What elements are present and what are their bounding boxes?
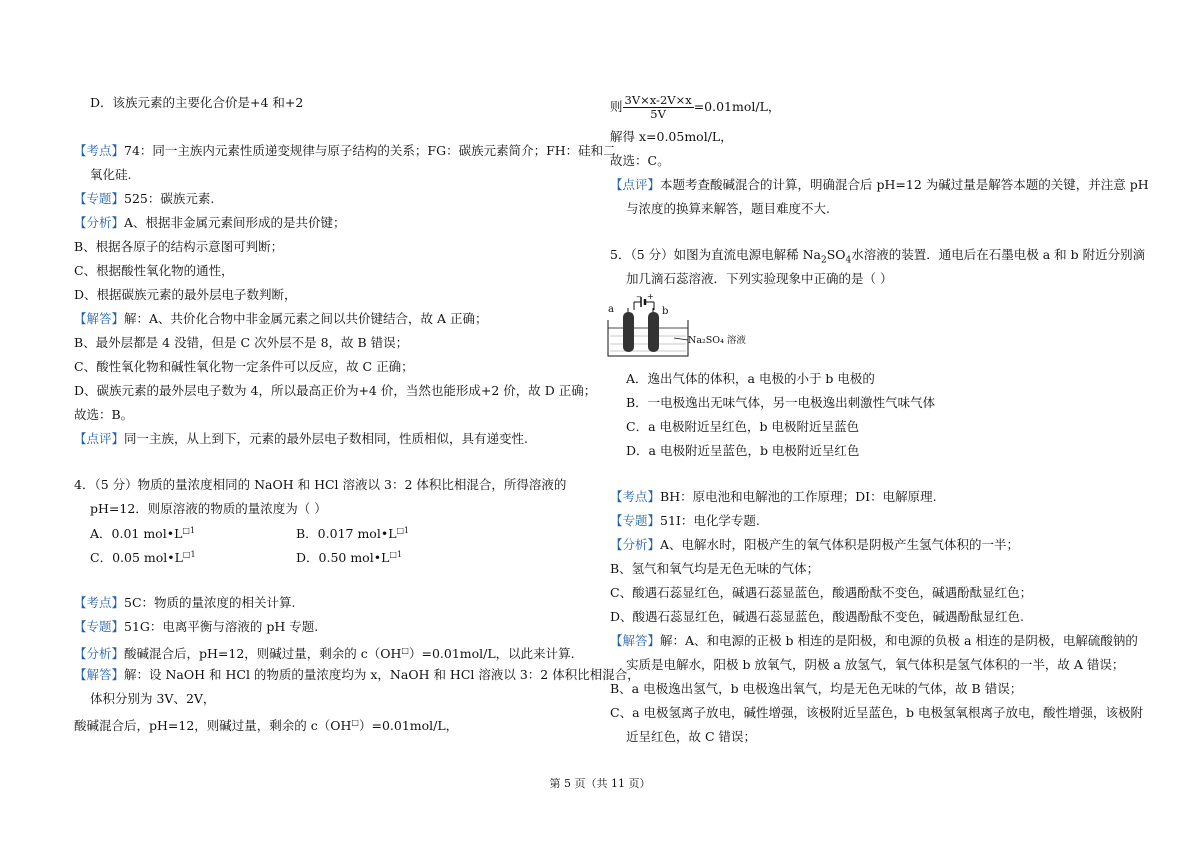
kaodian-5: 【考点】BH：原电池和电解池的工作原理；DI：电解原理. xyxy=(610,489,937,504)
jieda-1-c: C、酸性氧化物和碱性氧化物一定条件可以反应，故 C 正确； xyxy=(74,359,414,374)
jieda-5-l2: 实质是电解水，阳极 b 放氧气，阴极 a 放氢气，氧气体积是氢气体积的一半，故 A 错误； xyxy=(626,657,1125,672)
question-5-cont: 加几滴石蕊溶液．下列实验现象中正确的是（ ） xyxy=(626,271,893,286)
answer-line: 故选：C。 xyxy=(610,153,670,168)
zhuanti-1: 【专题】525：碳族元素. xyxy=(74,191,215,206)
zhuanti-2: 【专题】51G：电离平衡与溶液的 pH 专题. xyxy=(74,619,319,634)
dianping-4-cont: 与浓度的换算来解答，题目难度不大. xyxy=(626,201,830,216)
svg-text:−: − xyxy=(636,293,642,301)
q5-option-c: C．a 电极附近呈红色，b 电极附近呈蓝色 xyxy=(626,419,859,434)
q4-option-d: D．0.50 $mol•L^{□1}$ xyxy=(296,550,403,566)
kaodian-1-cont: 氧化硅. xyxy=(90,167,132,182)
fenxi-1-d: D、根据碳族元素的最外层电子数判断， xyxy=(74,287,297,302)
jieda-1-d: D、碳族元素的最外层电子数为 4，所以最高正价为+4 价，当然也能形成+2 价，故 D 正确； xyxy=(74,383,597,398)
q4-option-a: A．0.01 $mol•L^{□1}$ xyxy=(90,526,196,542)
electrode-b-label: b xyxy=(662,306,669,317)
question-4: 4．（5 分）物质的量浓度相同的 NaOH 和 HCl 溶液以 3：2 体积比相混合，所得溶液的 xyxy=(74,477,567,492)
jieda-5: 【解答】解：A、和电源的正极 b 相连的是阳极，和电源的负极 a 相连的是阴极，电解硫酸钠的 xyxy=(610,633,1138,648)
q4-option-c: C．0.05 $mol•L^{□1}$ xyxy=(90,550,196,566)
page-footer: 第 5 页（共 11 页） xyxy=(549,777,651,790)
electrolysis-figure xyxy=(604,290,784,362)
jieda-2: 【解答】解：设 NaOH 和 HCl 的物质的量浓度均为 x，NaOH 和 HCl 溶液以 3：2 体积比相混合， xyxy=(74,667,640,682)
q5-option-d: D．a 电极附近呈蓝色，b 电极附近呈红色 xyxy=(626,443,860,458)
jieda-2-l3: 酸碱混合后，pH=12，则碱过量，剩余的 c（OH□）=0.01mol/L， xyxy=(74,718,459,734)
fenxi-1-b: B、根据各原子的结构示意图可判断； xyxy=(74,239,284,254)
question-5: 5．（5 分）如图为直流电源电解稀 $Na_2SO_4$水溶液的装置．通电后在石墨电极 a 和 b 附近分别滴 xyxy=(610,247,1146,266)
q4-option-b: B．0.017 $mol•L^{□1}$ xyxy=(296,526,410,542)
kaodian-2: 【考点】5C：物质的量浓度的相关计算. xyxy=(74,595,296,610)
fraction: $\frac{3V\times x-2V\times x}{5V}$ xyxy=(624,93,692,121)
jieda-5-c: C、a 电极氢离子放电，碱性增强，该极附近呈蓝色，b 电极氢氧根离子放电，酸性增强，该极附 xyxy=(610,705,1143,720)
fenxi-5-d: D、酸遇石蕊显红色，碱遇石蕊显蓝色，酸遇酚酞不变色，碱遇酚酞显红色. xyxy=(610,609,1024,624)
fenxi-5: 【分析】A、电解水时，阳极产生的氧气体积是阴极产生氢气体积的一半； xyxy=(610,537,1020,552)
q3-option-d: D．该族元素的主要化合价是+4 和+2 xyxy=(90,95,304,110)
q5-option-a: A．逸出气体的体积，a 电极的小于 b 电极的 xyxy=(626,371,875,386)
equation-line: 则 $\frac{3V\times x-2V\times x}{5V}$ =0.01mol/L， xyxy=(610,93,781,121)
jieda-2-l2: 体积分别为 3V、2V， xyxy=(90,691,216,706)
solution-label: Na₂SO₄ 溶液 xyxy=(688,335,746,346)
jieda-1-b: B、最外层都是 4 没错，但是 C 次外层不是 8，故 B 错误； xyxy=(74,335,409,350)
fenxi-1: 【分析】A、根据非金属元素间形成的是共价键； xyxy=(74,215,346,230)
jieda-5-c2: 近呈红色，故 C 错误； xyxy=(626,729,757,744)
jieda-5-b: B、a 电极逸出氢气，b 电极逸出氧气，均是无色无味的气体，故 B 错误； xyxy=(610,681,1023,696)
svg-text:+: + xyxy=(647,292,654,301)
zhuanti-5: 【专题】51I：电化学专题. xyxy=(610,513,760,528)
fenxi-2: 【分析】酸碱混合后，pH=12，则碱过量，剩余的 c（OH□）=0.01mol/L，以此来计算. xyxy=(74,646,575,662)
fenxi-5-c: C、酸遇石蕊显红色，碱遇石蕊显蓝色，酸遇酚酞不变色，碱遇酚酞显红色； xyxy=(610,585,1033,600)
jieda-1: 【解答】解：A、共价化合物中非金属元素之间以共价键结合，故 A 正确； xyxy=(74,311,488,326)
electrode-a-label: a xyxy=(608,304,614,315)
question-4-cont: pH=12．则原溶液的物质的量浓度为（ ） xyxy=(90,501,327,516)
solve-line: 解得 x=0.05mol/L， xyxy=(610,129,733,144)
kaodian-tag: 【考点】 xyxy=(74,143,125,158)
jieda-1-e: 故选：B。 xyxy=(74,407,134,422)
kaodian-1: 【考点】74：同一主族内元素性质递变规律与原子结构的关系；FG：碳族元素简介；FH：硅和二 xyxy=(74,143,616,158)
fenxi-1-c: C、根据酸性氧化物的通性， xyxy=(74,263,234,278)
dianping-1: 【点评】同一主族，从上到下，元素的最外层电子数相同，性质相似，具有递变性. xyxy=(74,431,528,446)
q5-option-b: B．一电极逸出无味气体，另一电极逸出刺激性气味气体 xyxy=(626,395,936,410)
fenxi-5-b: B、氢气和氧气均是无色无味的气体； xyxy=(610,561,820,576)
dianping-4: 【点评】本题考查酸碱混合的计算，明确混合后 pH=12 为碱过量是解答本题的关键，并注意 pH xyxy=(610,177,1149,192)
